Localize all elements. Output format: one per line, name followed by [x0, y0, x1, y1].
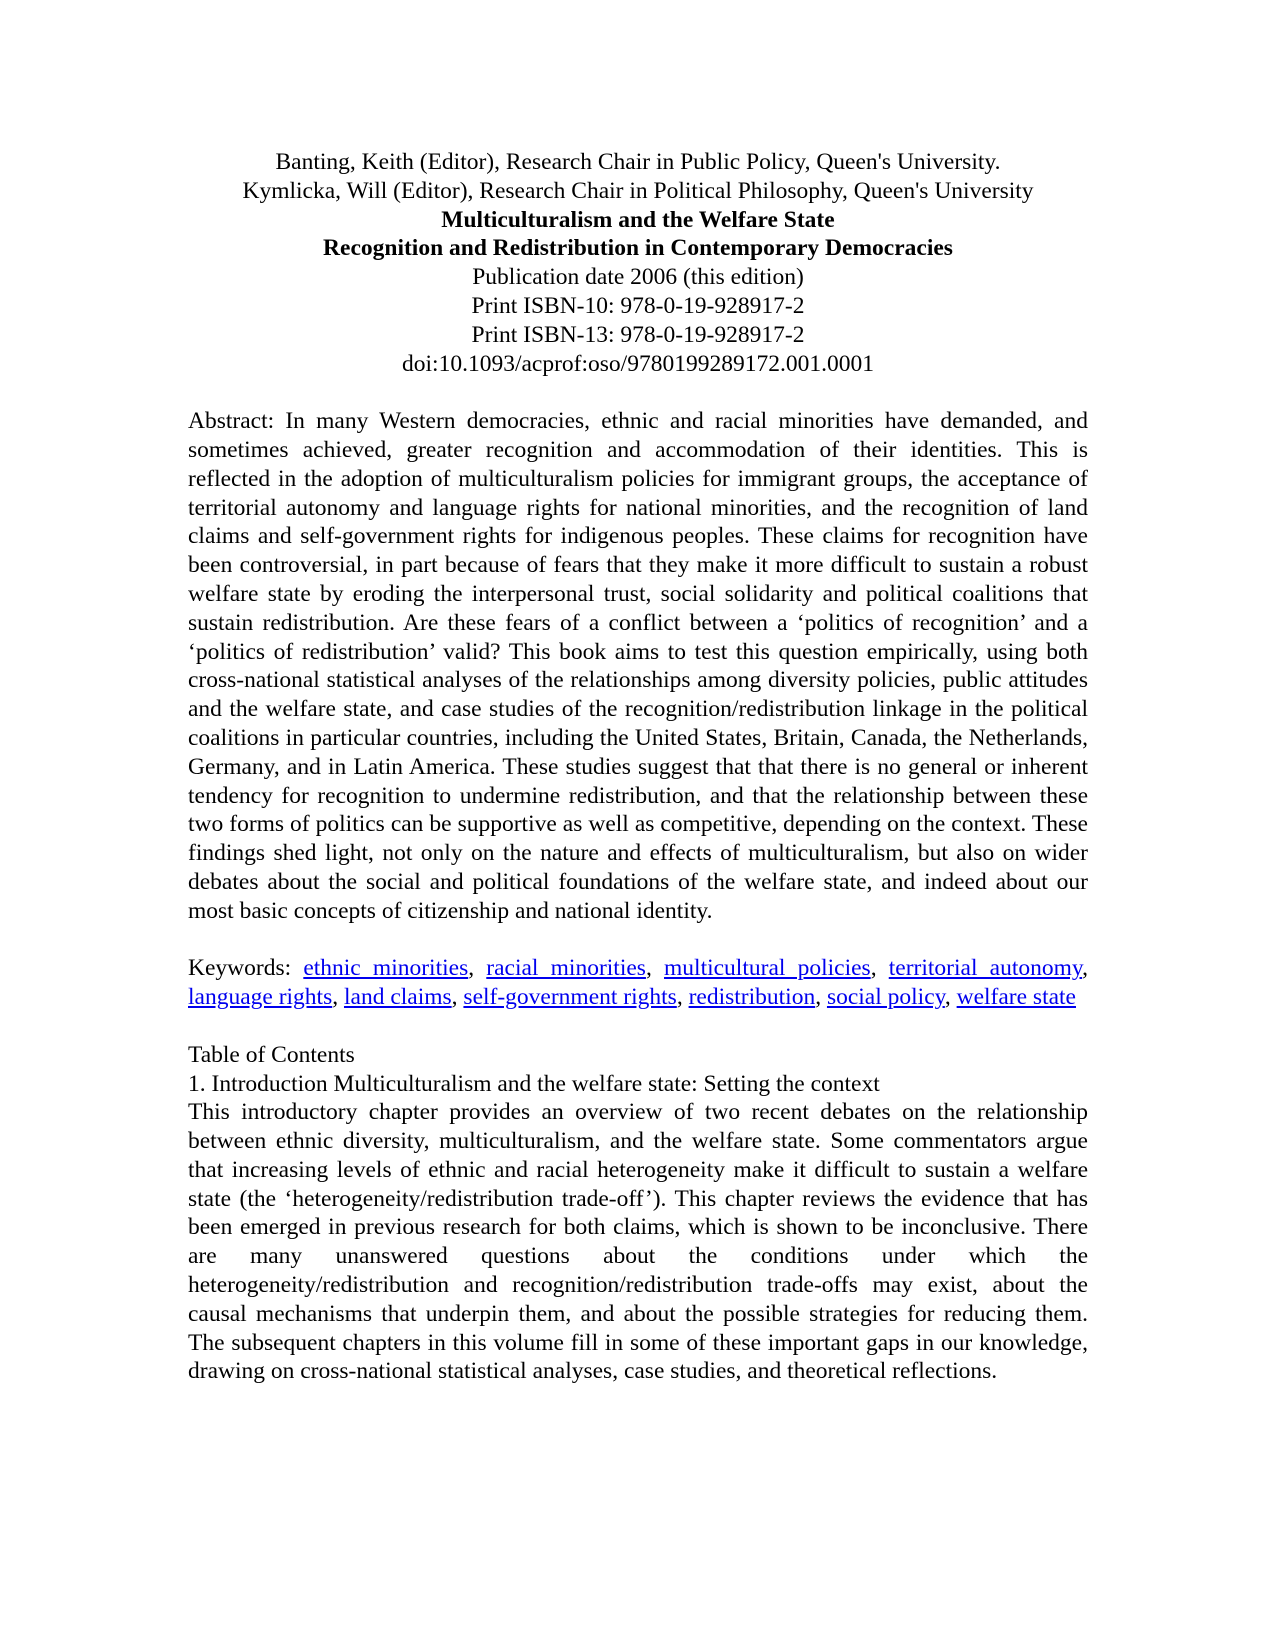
keyword-link[interactable]: ethnic minorities	[303, 955, 469, 982]
keyword-separator: ,	[468, 955, 475, 982]
keywords-paragraph	[188, 954, 1088, 1012]
keyword-link[interactable]: social policy	[826, 984, 945, 1011]
book-header	[188, 148, 1088, 378]
keyword-link[interactable]: multicultural policies	[664, 955, 871, 982]
keyword-link[interactable]: racial minorities	[486, 955, 646, 982]
keyword-separator: ,	[944, 984, 951, 1011]
editor-line-banting: Banting, Keith (Editor), Research Chair in Public Policy, Queen's University.	[275, 149, 1001, 175]
keyword-separator: ,	[451, 984, 458, 1011]
chapter-title: 1. Introduction Multiculturalism and the welfare state: Setting the context	[188, 1070, 880, 1097]
keyword-link[interactable]: welfare state	[956, 984, 1076, 1011]
keyword-separator: ,	[870, 955, 877, 982]
keyword-link[interactable]: redistribution	[688, 984, 816, 1011]
abstract-paragraph: Abstract: In many Western democracies, ethnic and racial minorities have demanded, and sometimes achieved, greater recognition and accommodation of their identities. This is reflected in the adoption of multiculturalism policies for immigrant groups, the acceptance of territorial autonomy and language rights for national minorities, and the recognition of land claims and self-government rights for indigenous peoples. These claims for recognition have been controversial, in part because of fears that they make it more difficult to sustain a robust welfare state by eroding the interpersonal trust, social solidarity and political coalitions that sustain redistribution. Are these fears of a conflict between a ‘politics of recognition’ and a ‘politics of redistribution’ valid? This book aims to test this question empirically, using both cross-national statistical analyses of the relationships among diversity policies, public attitudes and the welfare state, and case studies of the recognition/redistribution linkage in the political coalitions in particular countries, including the United States, Britain, Canada, the Netherlands, Germany, and in Latin America. These studies suggest that that there is no general or inherent tendency for recognition to undermine redistribution, and that the relationship between these two forms of politics can be supportive as well as competitive, depending on the context. These findings shed light, not only on the nature and effects of multiculturalism, but also on wider debates about the social and political foundations of the welfare state, and indeed about our most basic concepts of citizenship and national identity.	[188, 408, 1088, 924]
toc-heading: Table of Contents	[188, 1041, 355, 1068]
document-page	[188, 148, 1088, 1386]
publication-date: Publication date 2006 (this edition)	[472, 264, 804, 291]
keyword-separator: ,	[332, 984, 339, 1011]
keyword-link[interactable]: self-government rights	[463, 984, 677, 1011]
book-title: Multiculturalism and the Welfare State	[441, 206, 835, 233]
editor-line-kymlicka: Kymlicka, Will (Editor), Research Chair in Political Philosophy, Queen's University	[242, 177, 1034, 204]
isbn-13: Print ISBN-13: 978-0-19-928917-2	[471, 321, 805, 348]
keyword-separator: ,	[815, 984, 822, 1011]
chapter-summary: This introductory chapter provides an overview of two recent debates on the relationship between ethnic diversity, multiculturalism, and the welfare state. Some commentators argue that increasing levels of ethnic and racial heterogeneity make it difficult to sustain a welfare state (the ‘heterogeneity/redistribution trade-off’). This chapter reviews the evidence that has been emerged in previous research for both claims, which is shown to be inconclusive. There are many unanswered questions about the conditions under which the heterogeneity/redistribution and recognition/redistribution trade-offs may exist, about the causal mechanisms that underpin them, and about the possible strategies for reducing them. The subsequent chapters in this volume fill in some of these important gaps in our knowledge, drawing on cross-national statistical analyses, case studies, and theoretical reflections.	[188, 1099, 1088, 1385]
doi: doi:10.1093/acprof:oso/9780199289172.001.0001	[402, 350, 874, 377]
isbn-10: Print ISBN-10: 978-0-19-928917-2	[471, 292, 805, 319]
keyword-separator: ,	[1082, 955, 1089, 982]
table-of-contents	[188, 1041, 1088, 1387]
keyword-link[interactable]: territorial autonomy	[888, 955, 1083, 982]
keyword-link[interactable]: land claims	[343, 984, 452, 1011]
keyword-separator: ,	[645, 955, 652, 982]
keyword-link[interactable]: language rights	[188, 984, 333, 1011]
keywords-label: Keywords:	[188, 955, 292, 982]
keyword-separator: ,	[676, 984, 683, 1011]
book-subtitle: Recognition and Redistribution in Contemporary Democracies	[323, 235, 953, 262]
